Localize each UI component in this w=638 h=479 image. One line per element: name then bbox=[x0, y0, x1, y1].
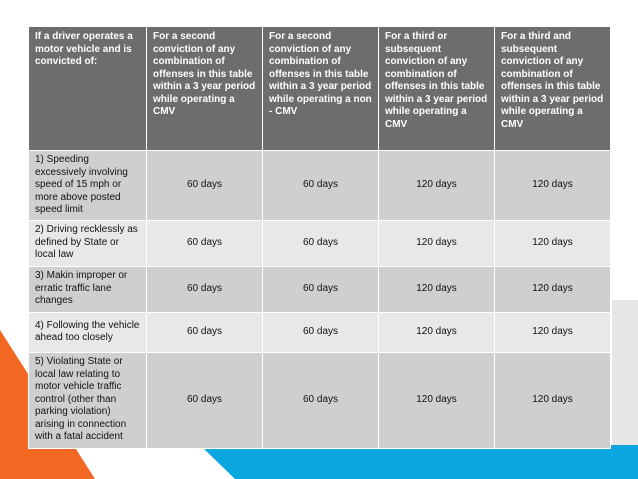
table-row bbox=[29, 312, 611, 352]
value-cell: 120 days bbox=[495, 312, 611, 352]
offense-cell: 4) Following the vehicle ahead too closely bbox=[29, 312, 147, 352]
value-cell: 120 days bbox=[379, 352, 495, 448]
header-third-cmv: For a third or subsequent conviction of any combination of offenses in this table within a 3 year period while operating a CMV bbox=[379, 27, 495, 151]
header-offense: If a driver operates a motor vehicle and is convicted of: bbox=[29, 27, 147, 151]
value-cell: 120 days bbox=[495, 352, 611, 448]
value-cell: 60 days bbox=[263, 312, 379, 352]
value-cell: 120 days bbox=[379, 151, 495, 221]
offense-cell: 1) Speeding excessively involving speed of 15 mph or more above posted speed limit bbox=[29, 151, 147, 221]
value-cell: 60 days bbox=[147, 266, 263, 312]
value-cell: 60 days bbox=[147, 352, 263, 448]
value-cell: 60 days bbox=[263, 151, 379, 221]
value-cell: 60 days bbox=[263, 266, 379, 312]
value-cell: 60 days bbox=[147, 151, 263, 221]
value-cell: 120 days bbox=[495, 151, 611, 221]
gray-corner-shape bbox=[612, 300, 638, 445]
offense-cell: 3) Makin improper or erratic traffic lane changes bbox=[29, 266, 147, 312]
value-cell: 60 days bbox=[147, 220, 263, 266]
offense-suspension-table bbox=[28, 26, 611, 449]
value-cell: 120 days bbox=[379, 266, 495, 312]
value-cell: 120 days bbox=[379, 220, 495, 266]
table-row bbox=[29, 266, 611, 312]
value-cell: 120 days bbox=[495, 266, 611, 312]
value-cell: 120 days bbox=[379, 312, 495, 352]
blue-accent-shape bbox=[200, 445, 638, 479]
offense-cell: 2) Driving recklessly as defined by State or local law bbox=[29, 220, 147, 266]
value-cell: 60 days bbox=[263, 220, 379, 266]
offense-cell: 5) Violating State or local law relating to motor vehicle traffic control (other than parking violation) arising in connection with a fatal accident bbox=[29, 352, 147, 448]
value-cell: 60 days bbox=[263, 352, 379, 448]
table-row bbox=[29, 151, 611, 221]
header-second-non-cmv: For a second conviction of any combination of offenses in this table within a 3 year period while operating a non - CMV bbox=[263, 27, 379, 151]
table-row bbox=[29, 220, 611, 266]
header-second-cmv: For a second conviction of any combination of offenses in this table within a 3 year period while operating a CMV bbox=[147, 27, 263, 151]
value-cell: 60 days bbox=[147, 312, 263, 352]
value-cell: 120 days bbox=[495, 220, 611, 266]
header-third-and-subsequent-cmv: For a third and subsequent conviction of any combination of offenses in this table within a 3 year period while operating a CMV bbox=[495, 27, 611, 151]
table-row bbox=[29, 352, 611, 448]
table-header-row bbox=[29, 27, 611, 151]
